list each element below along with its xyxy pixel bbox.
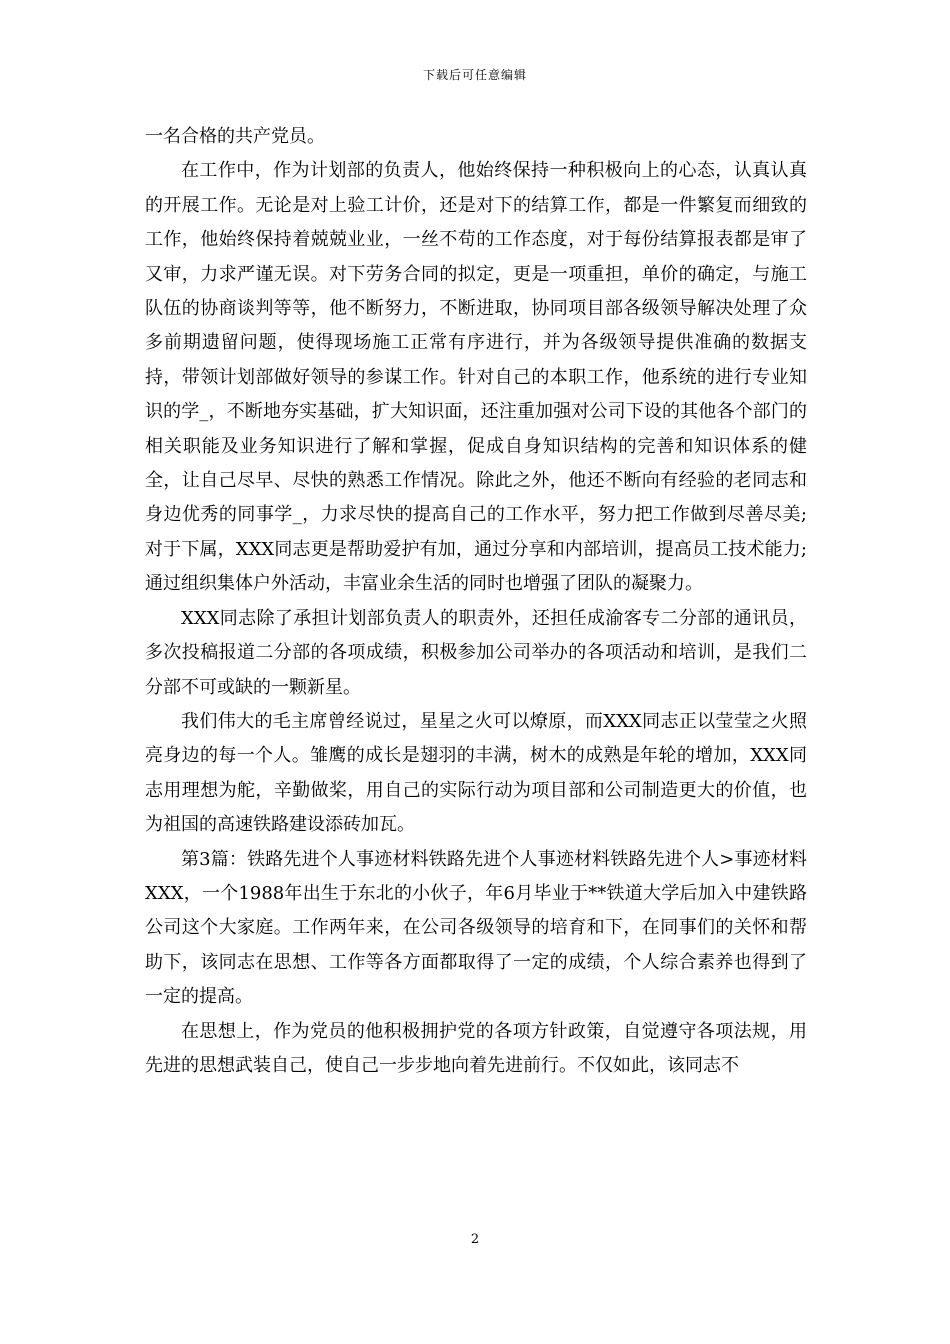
paragraph-quote: 我们伟大的毛主席曾经说过，星星之火可以燎原，而XXX同志正以莹莹之火照亮身边的每一个人。雏鹰的成长是翅羽的丰满，树木的成熟是年轮的增加，XXX同志用理想为舵，辛勤做桨，用自己的实际行动为项目部和公司制造更大的价值，也为祖国的高速铁路建设添砖加瓦。	[145, 710, 807, 836]
paragraph-article-3: 第3篇：铁路先进个人事迹材料铁路先进个人事迹材料铁路先进个人>事迹材料XXX，一个1988年出生于东北的小伙子，年6月毕业于**铁道大学后加入中建铁路公司这个大家庭。工作两年来，在公司各级领导的培育和下，在同事们的关怀和帮助下，该同志在思想、工作等各方面都取得了一定的成绩，个人综合素养也得到了一定的提高。	[145, 848, 807, 1008]
page-header: 下载后可任意编辑	[422, 68, 527, 82]
document-body	[145, 120, 807, 1083]
paragraph-continuation: 一名合格的共产党员。	[145, 126, 325, 147]
paragraph-thought: 在思想上，作为党员的他积极拥护党的各项方针政策，自觉遵守各项法规，用先进的思想武装自己，使自己一步步地向着先进前行。不仅如此，该同志不	[145, 1020, 807, 1076]
paragraph-correspondent: XXX同志除了承担计划部负责人的职责外，还担任成渝客专二分部的通讯员，多次投稿报道二分部的各项成绩，积极参加公司举办的各项活动和培训，是我们二分部不可或缺的一颗新星。	[145, 607, 807, 698]
page-number: 2	[470, 1232, 480, 1247]
paragraph-work: 在工作中，作为计划部的负责人，他始终保持一种积极向上的心态，认真认真的开展工作。无论是对上验工计价，还是对下的结算工作，都是一件繁复而细致的工作，他始终保持着兢兢业业，一丝不苟的工作态度，对于每份结算报表都是审了又审，力求严谨无误。对下劳务合同的拟定，更是一项重担，单价的确定，与施工队伍的协商谈判等等，他不断努力，不断进取，协同项目部各级领导解决处理了众多前期遗留问题，使得现场施工正常有序进行，并为各级领导提供准确的数据支持，带领计划部做好领导的参谋工作。针对自己的本职工作，他系统的进行专业知识的学_，不断地夯实基础，扩大知识面，还注重加强对公司下设的其他各个部门的相关职能及业务知识进行了解和掌握，促成自身知识结构的完善和知识体系的健全，让自己尽早、尽快的熟悉工作情况。除此之外，他还不断向有经验的老同志和身边优秀的同事学_，力求尽快的提高自己的工作水平，努力把工作做到尽善尽美;对于下属，XXX同志更是帮助爱护有加，通过分享和内部培训，提高员工技术能力;通过组织集体户外活动，丰富业余生活的同时也增强了团队的凝聚力。	[145, 160, 807, 595]
